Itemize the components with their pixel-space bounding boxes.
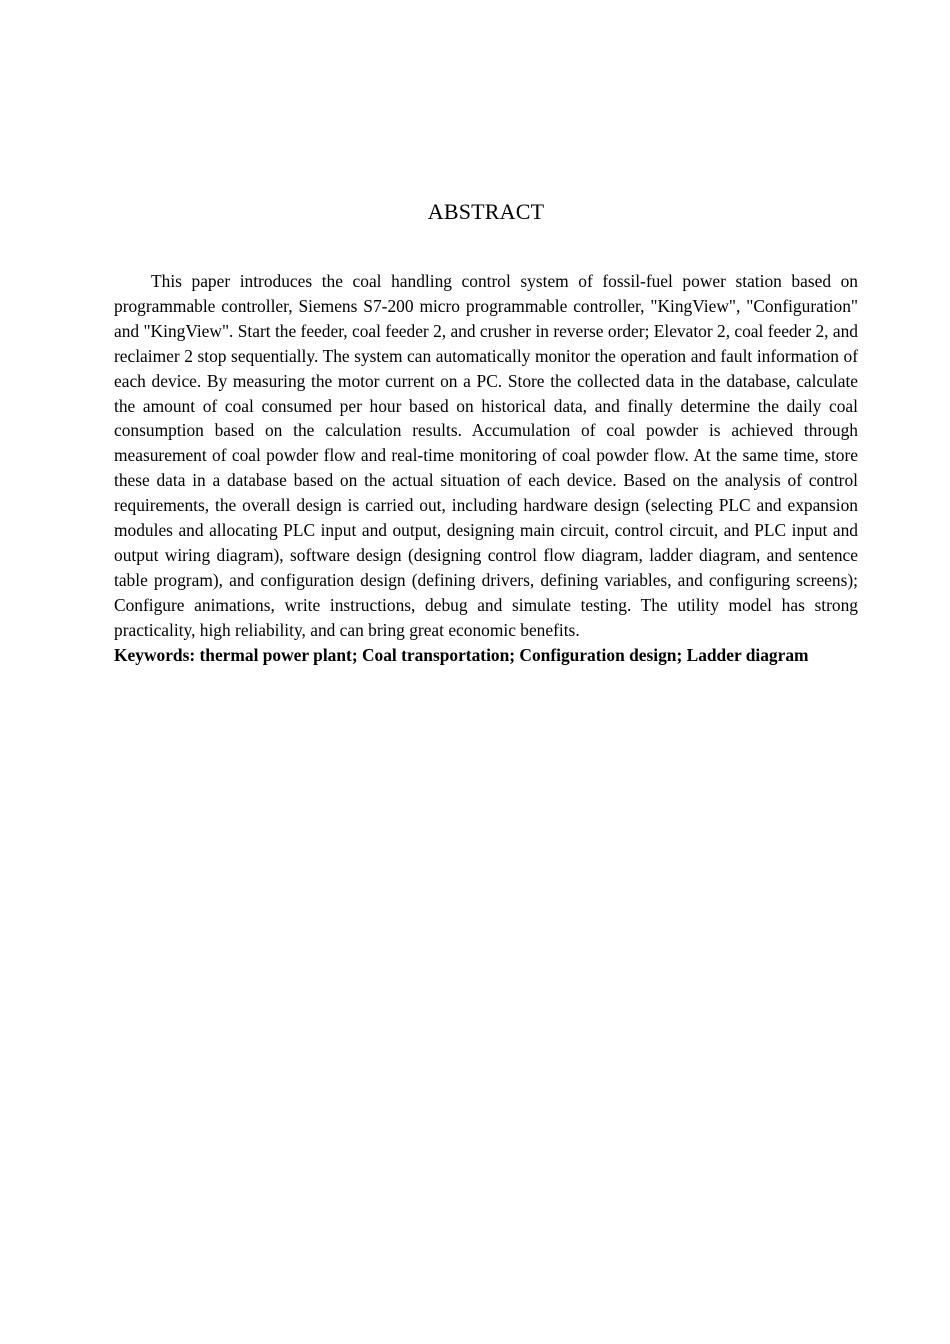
abstract-paragraph: This paper introduces the coal handling control system of fossil-fuel power station based on programmable controller, Siemens S7-200 micro programmable controller, "KingView", "Configuration" and "KingView". Start the feeder, coal feeder 2, and crusher in reverse order; Elevator 2, coal feeder 2, and reclaimer 2 stop sequentially. The system can automatically monitor the operation and fault information of each device. By measuring the motor current on a PC. Store the collected data in the database, calculate the amount of coal consumed per hour based on historical data, and finally determine the daily coal consumption based on the calculation results. Accumulation of coal powder is achieved through measurement of coal powder flow and real-time monitoring of coal powder flow. At the same time, store these data in a database based on the actual situation of each device. Based on the analysis of control requirements, the overall design is carried out, including hardware design (selecting PLC and expansion modules and allocating PLC input and output, designing main circuit, control circuit, and PLC input and output wiring diagram), software design (designing control flow diagram, ladder diagram, and sentence table program), and configuration design (defining drivers, defining variables, and configuring screens); Configure animations, write instructions, debug and simulate testing. The utility model has strong practicality, high reliability, and can bring great economic benefits. <box>114 271 858 640</box>
abstract-section <box>114 269 858 668</box>
keywords-line: Keywords: thermal power plant; Coal transportation; Configuration design; Ladder diagram <box>114 644 809 665</box>
page-title: ABSTRACT <box>427 199 545 224</box>
